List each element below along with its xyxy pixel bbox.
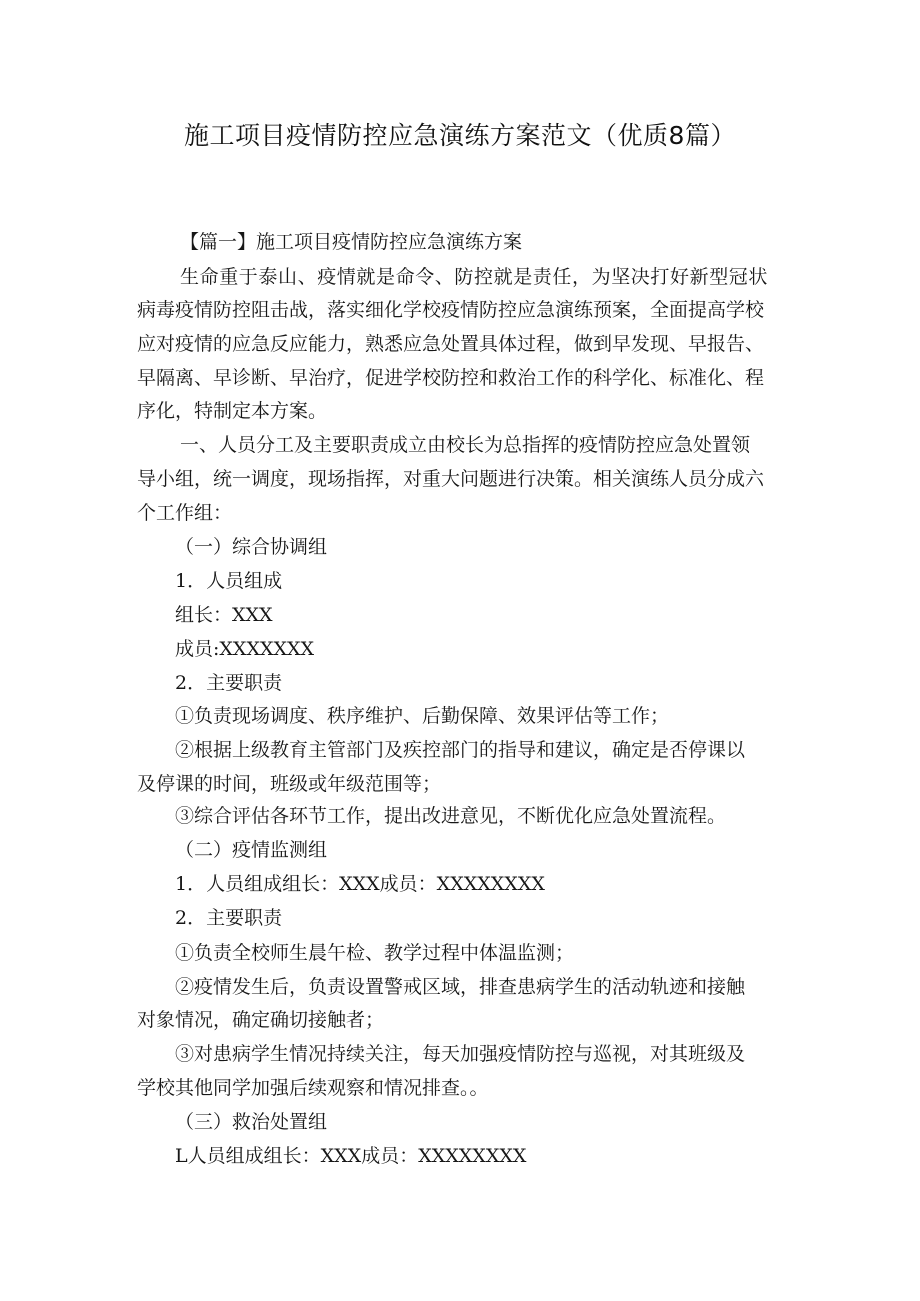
list-item: L人员组成组长：XXX成员：XXXXXXXX — [175, 1145, 527, 1167]
paragraph-line: 早隔离、早诊断、早治疗，促进学校防控和救治工作的科学化、标准化、程 — [137, 367, 765, 389]
paragraph-line: 一、人员分工及主要职责成立由校长为总指挥的疫情防控应急处置领 — [180, 434, 751, 456]
paragraph-line: 生命重于泰山、疫情就是命令、防控就是责任，为坚决打好新型冠状 — [180, 266, 769, 288]
list-item: 1．人员组成组长：XXX成员：XXXXXXXX — [175, 873, 545, 895]
list-item: ③综合评估各环节工作，提出改进意见，不断优化应急处置流程。 — [175, 805, 727, 827]
list-item: 2．主要职责 — [175, 907, 283, 929]
paragraph-line: 病毒疫情防控阻击战，落实细化学校疫情防控应急演练预案，全面提高学校 — [137, 299, 765, 321]
paragraph-line: 学校其他同学加强后续观察和情况排查。。 — [137, 1077, 489, 1099]
paragraph-line: 个工作组： — [137, 502, 233, 524]
document-title: 施工项目疫情防控应急演练方案范文（优质8篇） — [184, 121, 736, 150]
list-item: 1．人员组成 — [175, 570, 283, 592]
paragraph-line: 导小组，统一调度，现场指挥，对重大问题进行决策。相关演练人员分成六 — [137, 468, 765, 490]
paragraph-line: 序化，特制定本方案。 — [137, 400, 328, 422]
list-item: 2．主要职责 — [175, 672, 283, 694]
list-item: ②根据上级教育主管部门及疾控部门的指导和建议，确定是否停课以 — [175, 739, 746, 761]
list-item: 成员:XXXXXXX — [175, 638, 315, 660]
paragraph-line: 及停课的时间，班级或年级范围等； — [137, 773, 442, 795]
subsection-heading: （二）疫情监测组 — [175, 839, 328, 861]
list-item: ①负责全校师生晨午检、教学过程中体温监测； — [175, 942, 575, 964]
list-item: ①负责现场调度、秩序维护、后勤保障、效果评估等工作； — [175, 705, 670, 727]
section-heading-part1: 【篇一】施工项目疫情防控应急演练方案 — [180, 231, 523, 253]
subsection-heading: （一）综合协调组 — [175, 536, 328, 558]
paragraph-line: 应对疫情的应急反应能力，熟悉应急处置具体过程，做到早发现、早报告、 — [137, 333, 765, 355]
list-item: ②疫情发生后，负责设置警戒区域，排查患病学生的活动轨迹和接触 — [175, 976, 746, 998]
list-item: ③对患病学生情况持续关注，每天加强疫情防控与巡视，对其班级及 — [175, 1043, 746, 1065]
list-item: 组长：XXX — [175, 604, 273, 626]
paragraph-line: 对象情况，确定确切接触者； — [137, 1009, 385, 1031]
subsection-heading: （三）救治处置组 — [175, 1111, 328, 1133]
